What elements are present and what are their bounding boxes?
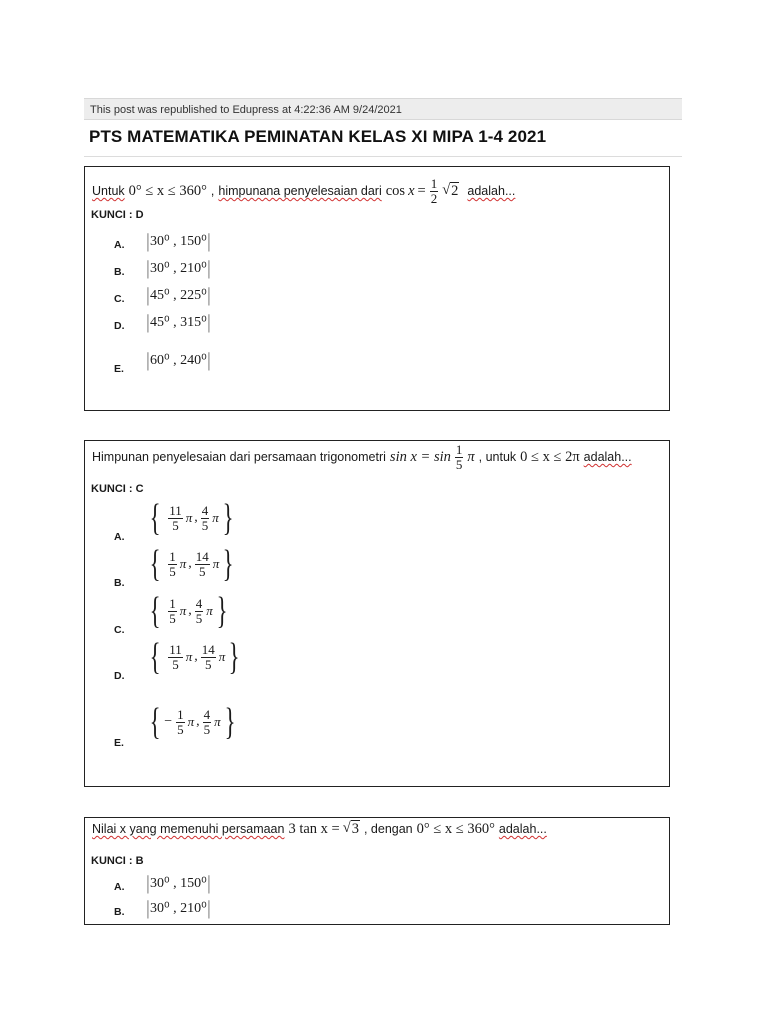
option-letter: A. [114, 239, 125, 251]
question-1-box [84, 166, 670, 411]
option-set: | 45⁰ , 315⁰ | [146, 311, 210, 333]
q1-mid: himpunana penyelesaian dari [218, 184, 382, 199]
q1-post: adalah... [467, 184, 516, 199]
option-value: 30⁰ , 210⁰ [150, 900, 207, 916]
option-frac-a [168, 597, 177, 625]
q1-range: 0° ≤ x ≤ 360° [128, 182, 207, 199]
q2-frac-num: 1 [455, 442, 463, 457]
option-frac-a [168, 504, 183, 532]
option-frac-b [201, 643, 216, 671]
q3-mid: , dengan [363, 822, 413, 836]
pi-icon: π [179, 603, 187, 618]
q2-lhs: sin x = sin [389, 448, 451, 465]
q1-answer-key: KUNCI : D [91, 209, 144, 221]
q3-range: 0° ≤ x ≤ 360° [416, 820, 495, 837]
question-1-text: Untuk 0° ≤ x ≤ 360° , himpunana penyelesaian dari cos x = $\frac{1}{2}$ √ 2 adalah... [92, 176, 516, 206]
option-letter: A. [114, 881, 125, 893]
option-set: { $\frac{11}{5}$ π , $\frac{14}{5}$ π } [149, 636, 240, 678]
q2-frac-den: 5 [455, 456, 463, 472]
q3-eq: 3 tan x = [288, 820, 340, 837]
option-set: { $\frac{11}{5}$ π , $\frac{4}{5}$ π } [149, 497, 234, 539]
option-letter: D. [114, 320, 125, 332]
option-letter: C. [114, 293, 125, 305]
frac-num: 11 [169, 641, 182, 657]
q2-pre: Himpunan penyelesaian dari persamaan trigonometri [92, 450, 386, 465]
option-value: 60⁰ , 240⁰ [150, 352, 207, 368]
q1-sqrt [442, 182, 459, 200]
frac-num: 4 [195, 595, 203, 611]
frac-num: 11 [169, 502, 182, 518]
pi-icon: π [212, 556, 220, 571]
frac-num: 1 [169, 548, 176, 564]
option-set: | 45⁰ , 225⁰ | [146, 284, 210, 306]
frac-den: 5 [172, 517, 179, 533]
pi-icon: π [179, 556, 187, 571]
option-value: 45⁰ , 315⁰ [150, 314, 207, 330]
option-letter: D. [114, 670, 125, 682]
q3-sqrt [343, 820, 360, 838]
option-frac-b [195, 550, 210, 578]
republish-notice: This post was republished to Edupress at 4:22:36 AM 9/24/2021 [84, 98, 682, 120]
option-value: 30⁰ , 150⁰ [150, 875, 207, 891]
option-value: 30⁰ , 210⁰ [150, 260, 207, 276]
pi-icon: π [212, 510, 219, 525]
question-3-box [84, 817, 670, 925]
pi-icon: π [218, 649, 226, 664]
q2-answer-key: KUNCI : C [91, 483, 144, 495]
q2-equation [390, 443, 475, 471]
question-3-text [92, 820, 547, 838]
q1-eq: = [417, 182, 426, 199]
option-frac-b [195, 597, 204, 625]
option-letter: B. [114, 577, 125, 589]
pi-icon: π [187, 714, 195, 729]
q1-sqrt-val: 2 [451, 183, 459, 200]
q3-pre: Nilai x yang memenuhi persamaan [92, 822, 285, 836]
question-2-text [92, 443, 632, 471]
option-frac-a [168, 550, 177, 578]
frac-num: 4 [203, 706, 211, 722]
option-letter: E. [114, 363, 124, 375]
frac-num: 1 [169, 595, 176, 611]
option-value: 30⁰ , 150⁰ [150, 233, 207, 249]
frac-num: 14 [195, 548, 209, 564]
option-set: | 30⁰ , 150⁰ | [146, 230, 210, 252]
q2-fraction [455, 443, 464, 471]
frac-den: 5 [195, 610, 203, 626]
pi-icon: π [467, 448, 475, 465]
option-value: 45⁰ , 225⁰ [150, 287, 207, 303]
option-letter: C. [114, 624, 125, 636]
q1-cos: cos [385, 182, 406, 199]
q1-pre: Untuk [92, 184, 125, 199]
q2-mid: , untuk [478, 450, 517, 465]
frac-den: 5 [203, 721, 211, 737]
pi-icon: π [185, 510, 193, 525]
option-frac-b [203, 708, 212, 736]
q2-range: 0 ≤ x ≤ 2π [520, 448, 580, 465]
q3-sqrt-val: 3 [351, 821, 359, 837]
frac-den: 5 [177, 721, 184, 737]
option-set: | 30⁰ , 210⁰ | [146, 257, 210, 279]
option-letter: B. [114, 266, 125, 278]
title-divider [84, 156, 682, 157]
frac-den: 5 [169, 563, 176, 579]
sqrt-icon: √ [442, 182, 451, 199]
pi-icon: π [214, 714, 221, 729]
q1-frac-den: 2 [430, 190, 438, 206]
q2-post: adalah... [583, 450, 632, 465]
option-letter: A. [114, 531, 125, 543]
option-set: { $\frac{1}{5}$ π , $\frac{4}{5}$ π } [149, 590, 228, 632]
q3-equation [288, 820, 360, 838]
frac-num: 4 [201, 502, 209, 518]
option-set: | 30⁰ , 150⁰ | [146, 872, 210, 894]
option-set: { − $\frac{1}{5}$ π , $\frac{4}{5}$ π } [149, 701, 236, 743]
sqrt-icon: √ [342, 820, 351, 836]
frac-den: 5 [201, 517, 209, 533]
pi-icon: π [185, 649, 193, 664]
option-set: { $\frac{1}{5}$ π , $\frac{14}{5}$ π } [149, 543, 234, 585]
q1-fraction [430, 177, 439, 205]
option-frac-a [168, 643, 183, 671]
question-2-box [84, 440, 670, 787]
option-letter: B. [114, 906, 125, 918]
frac-den: 5 [205, 656, 212, 672]
q1-x: x [408, 182, 415, 199]
q3-answer-key: KUNCI : B [91, 855, 144, 867]
pi-icon: π [206, 603, 213, 618]
frac-num: 14 [201, 641, 215, 657]
frac-den: 5 [169, 610, 176, 626]
q3-post: adalah... [498, 822, 547, 836]
option-frac-b [201, 504, 210, 532]
frac-den: 5 [199, 563, 206, 579]
frac-den: 5 [172, 656, 179, 672]
option-set: | 30⁰ , 210⁰ | [146, 897, 210, 919]
q1-frac-num: 1 [430, 176, 438, 191]
option-letter: E. [114, 737, 124, 749]
frac-num: 1 [177, 706, 184, 722]
option-neg: − [164, 714, 173, 729]
page-title: PTS MATEMATIKA PEMINATAN KELAS XI MIPA 1-4 2021 [89, 127, 547, 146]
option-frac-a [176, 708, 185, 736]
option-set: | 60⁰ , 240⁰ | [146, 349, 210, 371]
q1-equation [386, 177, 460, 205]
